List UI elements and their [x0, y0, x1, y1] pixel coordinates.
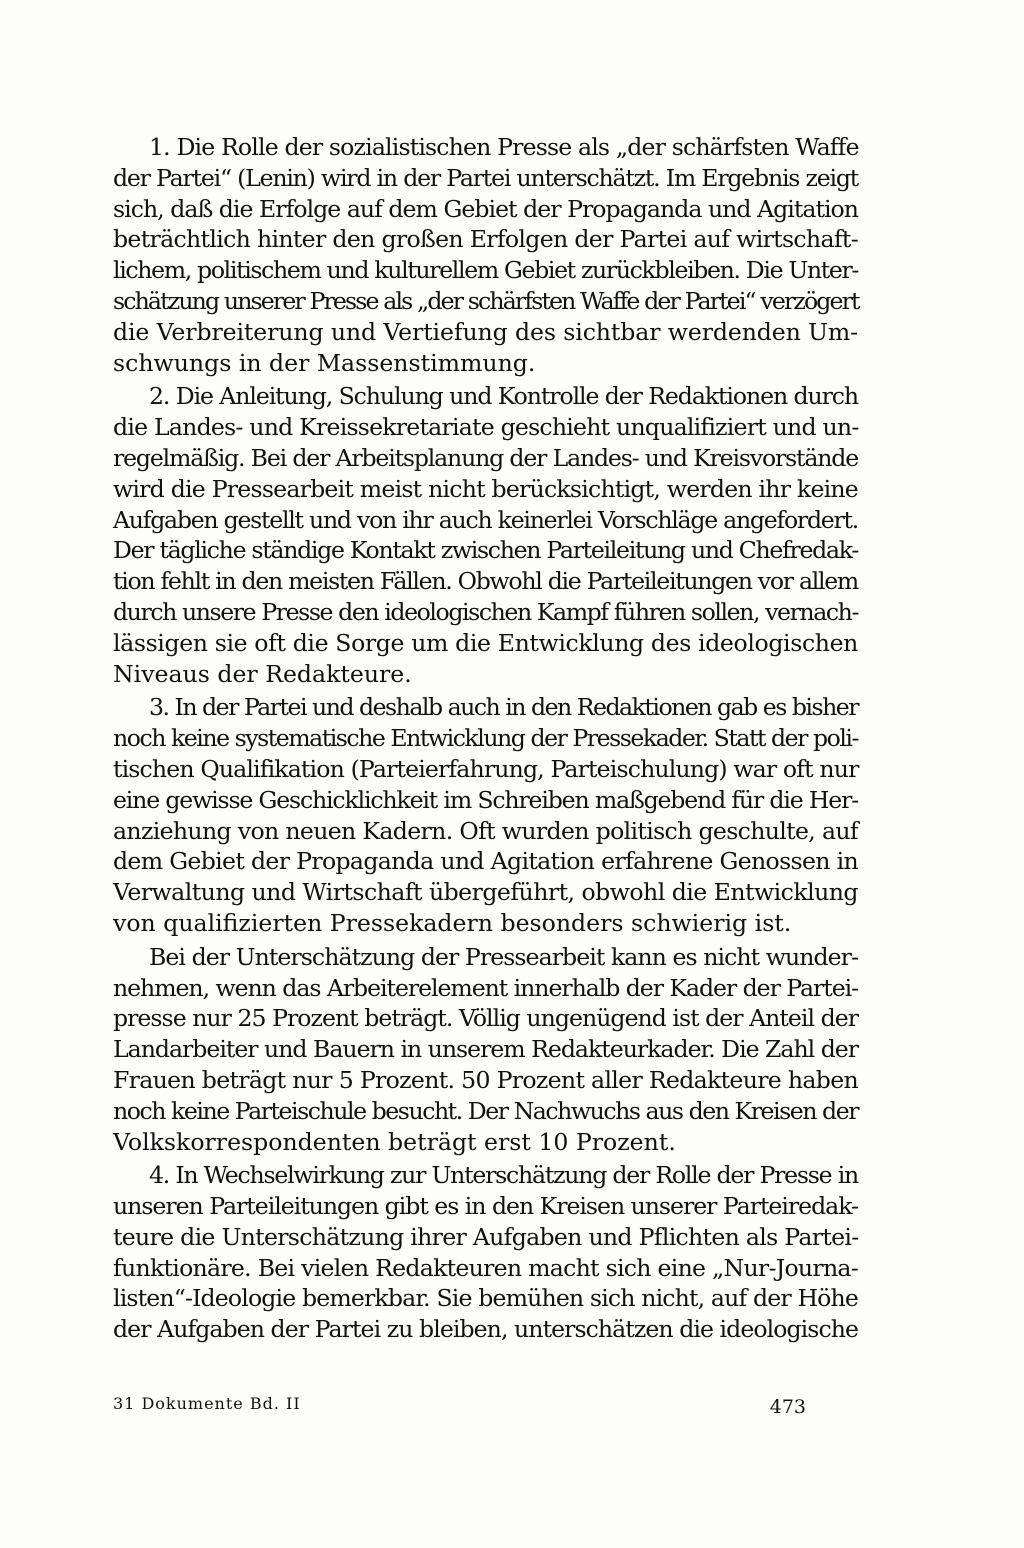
- text-line: Aufgaben gestellt und von ihr auch keinerlei Vorschläge angefordert.: [113, 505, 859, 534]
- paragraph-4: [113, 942, 858, 1158]
- text-line: Der tägliche ständige Kontakt zwischen Parteileitung und Chefredak-: [113, 536, 859, 565]
- text-line: sich, daß die Erfolge auf dem Gebiet der Propaganda und Agitation: [113, 194, 859, 223]
- text-line: 2. Die Anleitung, Schulung und Kontrolle der Redaktionen durch: [149, 382, 859, 411]
- text-line: Frauen beträgt nur 5 Prozent. 50 Prozent aller Redakteure haben: [113, 1065, 859, 1094]
- text-line: der Aufgaben der Partei zu bleiben, unterschätzen die ideologische: [113, 1315, 859, 1344]
- text-line: Verwaltung und Wirtschaft übergeführt, obwohl die Entwicklung: [113, 878, 858, 907]
- text-line: nehmen, wenn das Arbeiterelement innerhalb der Kader der Partei-: [113, 973, 859, 1002]
- text-line: Volkskorrespondenten beträgt erst 10 Prozent.: [113, 1127, 676, 1156]
- text-line: noch keine Parteischule besucht. Der Nachwuchs aus den Kreisen der: [113, 1096, 859, 1125]
- text-line: 4. In Wechselwirkung zur Unterschätzung der Rolle der Presse in: [149, 1161, 858, 1190]
- text-line: dem Gebiet der Propaganda und Agitation erfahrene Genossen in: [113, 847, 858, 876]
- text-line: unseren Parteileitungen gibt es in den Kreisen unserer Parteiredak-: [113, 1192, 859, 1221]
- text-line: schätzung unserer Presse als „der schärfsten Waffe der Partei“ verzögert: [113, 286, 859, 315]
- text-line: die Landes- und Kreissekretariate geschieht unqualifiziert und un-: [113, 413, 859, 442]
- text-line: 3. In der Partei und deshalb auch in den Redaktionen gab es bisher: [149, 693, 859, 722]
- text-line: durch unsere Presse den ideologischen Kampf führen sollen, vernach-: [113, 597, 858, 626]
- text-line: anziehung von neuen Kadern. Oft wurden politisch geschulte, auf: [113, 816, 858, 845]
- text-line: lichem, politischem und kulturellem Gebiet zurückbleiben. Die Unter-: [113, 256, 859, 285]
- paragraph-1: [113, 132, 858, 378]
- text-line: regelmäßig. Bei der Arbeitsplanung der Landes- und Kreisvorstände: [113, 443, 858, 472]
- text-line: listen“-Ideologie bemerkbar. Sie bemühen sich nicht, auf der Höhe: [113, 1284, 858, 1313]
- text-line: lässigen sie oft die Sorge um die Entwicklung des ideologischen: [113, 628, 858, 657]
- text-line: beträchtlich hinter den großen Erfolgen der Partei auf wirtschaft-: [113, 225, 858, 254]
- text-line: teure die Unterschätzung ihrer Aufgaben und Pflichten als Partei-: [113, 1222, 859, 1251]
- paragraph-5: [113, 1160, 858, 1345]
- text-line: 1. Die Rolle der sozialistischen Presse als „der schärfsten Waffe: [149, 133, 859, 161]
- text-line: noch keine systematische Entwicklung der Pressekader. Statt der poli-: [113, 724, 858, 753]
- page-number: 473: [769, 1396, 806, 1418]
- text-line: Landarbeiter und Bauern in unserem Redakteurkader. Die Zahl der: [113, 1035, 858, 1064]
- text-line: tischen Qualifikation (Parteierfahrung, Parteischulung) war oft nur: [113, 754, 859, 783]
- printer-signature: 31 Dokumente Bd. II: [113, 1394, 301, 1413]
- text-line: tion fehlt in den meisten Fällen. Obwohl die Parteileitungen vor allem: [113, 567, 858, 596]
- text-line: von qualifizierten Pressekadern besonders schwierig ist.: [113, 908, 792, 937]
- paragraph-3: [113, 692, 858, 938]
- text-line: der Partei“ (Lenin) wird in der Partei unterschätzt. Im Ergebnis zeigt: [113, 163, 859, 192]
- text-line: schwungs in der Massenstimmung.: [113, 348, 536, 377]
- text-line: Niveaus der Redakteure.: [113, 659, 412, 688]
- paragraph-2: [113, 381, 858, 689]
- body-text: [113, 132, 858, 1348]
- text-line: eine gewisse Geschicklichkeit im Schreiben maßgebend für die Her-: [113, 785, 859, 814]
- text-line: wird die Pressearbeit meist nicht berücksichtigt, werden ihr keine: [113, 474, 858, 503]
- text-line: Bei der Unterschätzung der Pressearbeit kann es nicht wunder-: [149, 942, 859, 971]
- text-line: die Verbreiterung und Vertiefung des sichtbar werdenden Um-: [113, 317, 859, 346]
- text-line: presse nur 25 Prozent beträgt. Völlig ungenügend ist der Anteil der: [113, 1004, 858, 1033]
- text-line: funktionäre. Bei vielen Redakteuren macht sich eine „Nur-Journa-: [113, 1253, 858, 1282]
